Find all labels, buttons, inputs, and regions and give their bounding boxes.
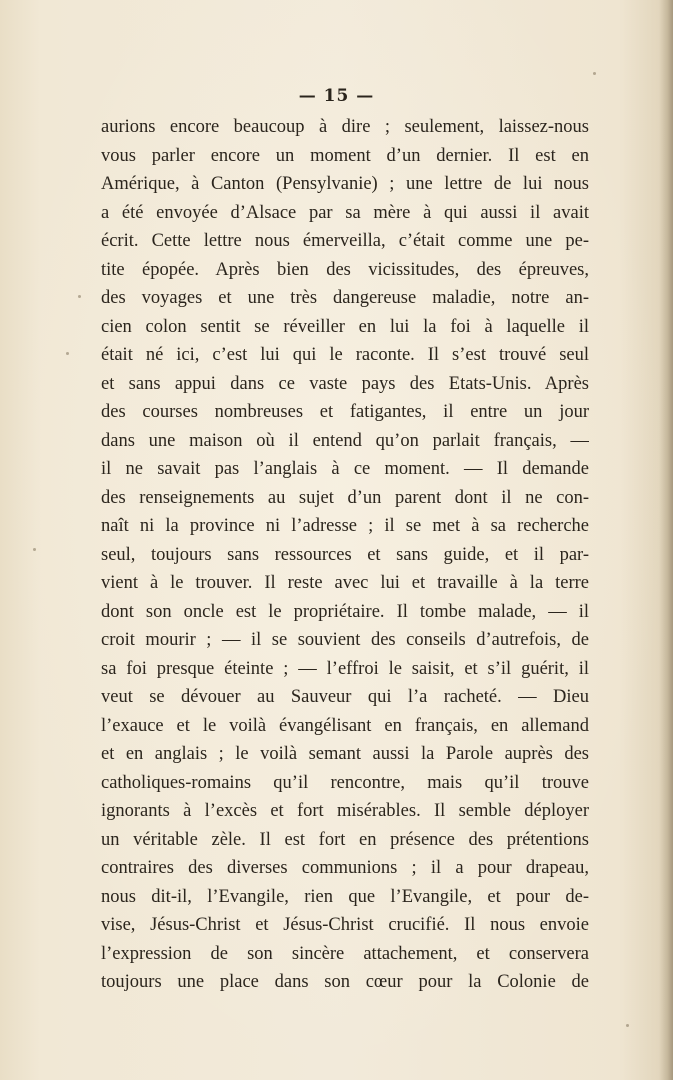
paper-speck <box>33 548 36 551</box>
page-number: — 15 — <box>298 86 375 106</box>
text-line: a été envoyée d’Alsace par sa mère à qui aussi il avait <box>101 202 589 223</box>
text-line: catholiques-romains qu’il rencontre, mais qu’il trouve <box>101 772 589 793</box>
text-line: aurions encore beaucoup à dire ; seulement, laissez-nous <box>101 117 589 137</box>
body-text <box>101 113 589 997</box>
text-line: et sans appui dans ce vaste pays des Etats-Unis. Après <box>101 373 589 394</box>
text-line: des courses nombreuses et fatigantes, il entre un jour <box>101 402 589 422</box>
text-line: des renseignements au sujet d’un parent dont il ne con- <box>101 487 589 508</box>
text-line: il ne savait pas l’anglais à ce moment. — Il demande <box>101 459 589 479</box>
text-line: cien colon sentit se réveiller en lui la foi à laquelle il <box>101 316 589 337</box>
text-line: croit mourir ; — il se souvient des conseils d’autrefois, de <box>101 630 589 650</box>
text-line: écrit. Cette lettre nous émerveilla, c’était comme une pe- <box>101 231 589 251</box>
text-line: vise, Jésus-Christ et Jésus-Christ crucifié. Il nous envoie <box>101 915 589 935</box>
page-edge-shadow <box>659 0 673 1080</box>
text-line: nous dit-il, l’Evangile, rien que l’Evangile, et pour de- <box>101 886 589 907</box>
text-line: l’exauce et le voilà évangélisant en français, en allemand <box>101 715 589 736</box>
text-line: était né ici, c’est lui qui le raconte. Il s’est trouvé seul <box>101 345 589 365</box>
text-line: veut se dévouer au Sauveur qui l’a racheté. — Dieu <box>101 687 589 707</box>
text-line: tite épopée. Après bien des vicissitudes, des épreuves, <box>101 259 589 280</box>
text-line: des voyages et une très dangereuse maladie, notre an- <box>101 288 589 308</box>
text-line: un véritable zèle. Il est fort en présence des prétentions <box>101 829 589 850</box>
paper-speck <box>78 295 81 298</box>
text-line: sa foi presque éteinte ; — l’effroi le saisit, et s’il guérit, il <box>101 658 589 679</box>
text-line: toujours une place dans son cœur pour la Colonie de <box>101 972 589 992</box>
paper-speck <box>593 72 596 75</box>
text-line: contraires des diverses communions ; il a pour drapeau, <box>101 858 589 878</box>
text-line: ignorants à l’excès et fort misérables. Il semble déployer <box>101 801 589 821</box>
text-line: dont son oncle est le propriétaire. Il tombe malade, — il <box>101 601 589 622</box>
text-line: l’expression de son sincère attachement, et conservera <box>101 943 589 964</box>
paper-speck <box>626 1024 629 1027</box>
text-line: vous parler encore un moment d’un dernier. Il est en <box>101 145 589 166</box>
text-line: dans une maison où il entend qu’on parlait français, — <box>101 430 589 451</box>
text-line: vient à le trouver. Il reste avec lui et travaille à la terre <box>101 573 589 593</box>
text-line: seul, toujours sans ressources et sans guide, et il par- <box>101 544 589 565</box>
paper-speck <box>66 352 69 355</box>
text-line: Amérique, à Canton (Pensylvanie) ; une lettre de lui nous <box>101 174 589 194</box>
text-line: naît ni la province ni l’adresse ; il se met à sa recherche <box>101 516 589 536</box>
text-line: et en anglais ; le voilà semant aussi la Parole auprès des <box>101 744 589 764</box>
